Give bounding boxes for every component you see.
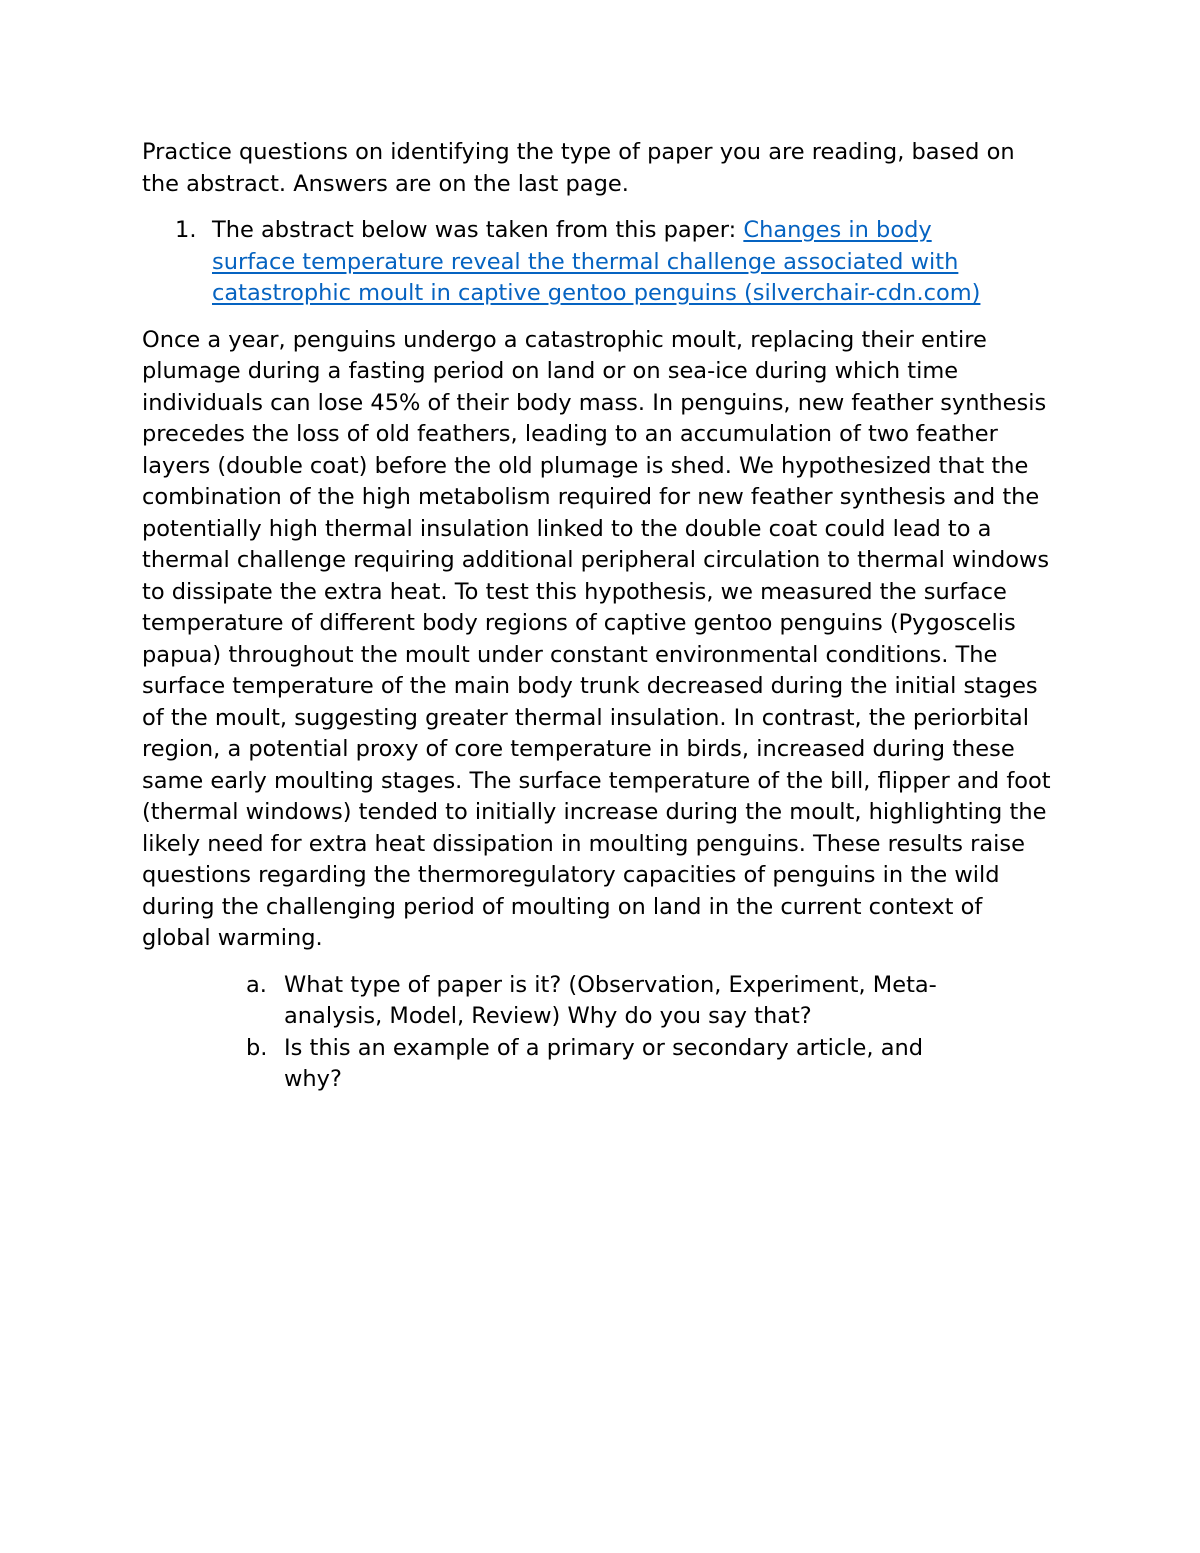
question-lead-text: The abstract below was taken from this paper: bbox=[212, 217, 744, 243]
paper-link[interactable]: Changes in body surface temperature reveal the thermal challenge associated with catastrophic moult in captive gentoo penguins (silverchair-cdn.com) bbox=[212, 217, 981, 306]
sub-question-list bbox=[142, 970, 1062, 1096]
sub-question-text: Is this an example of a primary or secondary article, and why? bbox=[284, 1034, 924, 1092]
intro-paragraph: Practice questions on identifying the type of paper you are reading, based on the abstract. Answers are on the last page. bbox=[142, 139, 1015, 197]
question-list bbox=[142, 215, 1062, 310]
sub-question-marker: b. bbox=[246, 1034, 268, 1061]
document-page bbox=[142, 137, 1062, 1096]
sub-question-marker: a. bbox=[246, 971, 267, 998]
sub-question-text: What type of paper is it? (Observation, Experiment, Meta-analysis, Model, Review) Why do you say that? bbox=[284, 971, 937, 1029]
question-item bbox=[142, 215, 1017, 310]
abstract-paragraph: Once a year, penguins undergo a catastrophic moult, replacing their entire plumage during a fasting period on land or on sea-ice during which time individuals can lose 45% of their body mass. In penguins, new feather synthesis precedes the loss of old feathers, leading to an accumulation of two feather layers (double coat) before the old plumage is shed. We hypothesized that the combination of the high metabolism required for new feather synthesis and the potentially high thermal insulation linked to the double coat could lead to a thermal challenge requiring additional peripheral circulation to thermal windows to dissipate the extra heat. To test this hypothesis, we measured the surface temperature of different body regions of captive gentoo penguins (Pygoscelis papua) throughout the moult under constant environmental conditions. The surface temperature of the main body trunk decreased during the initial stages of the moult, suggesting greater thermal insulation. In contrast, the periorbital region, a potential proxy of core temperature in birds, increased during these same early moulting stages. The surface temperature of the bill, flipper and foot (thermal windows) tended to initially increase during the moult, highlighting the likely need for extra heat dissipation in moulting penguins. These results raise questions regarding the thermoregulatory capacities of penguins in the wild during the challenging period of moulting on land in the current context of global warming. bbox=[142, 326, 1051, 951]
question-number: 1. bbox=[175, 217, 197, 243]
sub-question-a bbox=[142, 970, 984, 1033]
sub-question-b bbox=[142, 1033, 984, 1096]
